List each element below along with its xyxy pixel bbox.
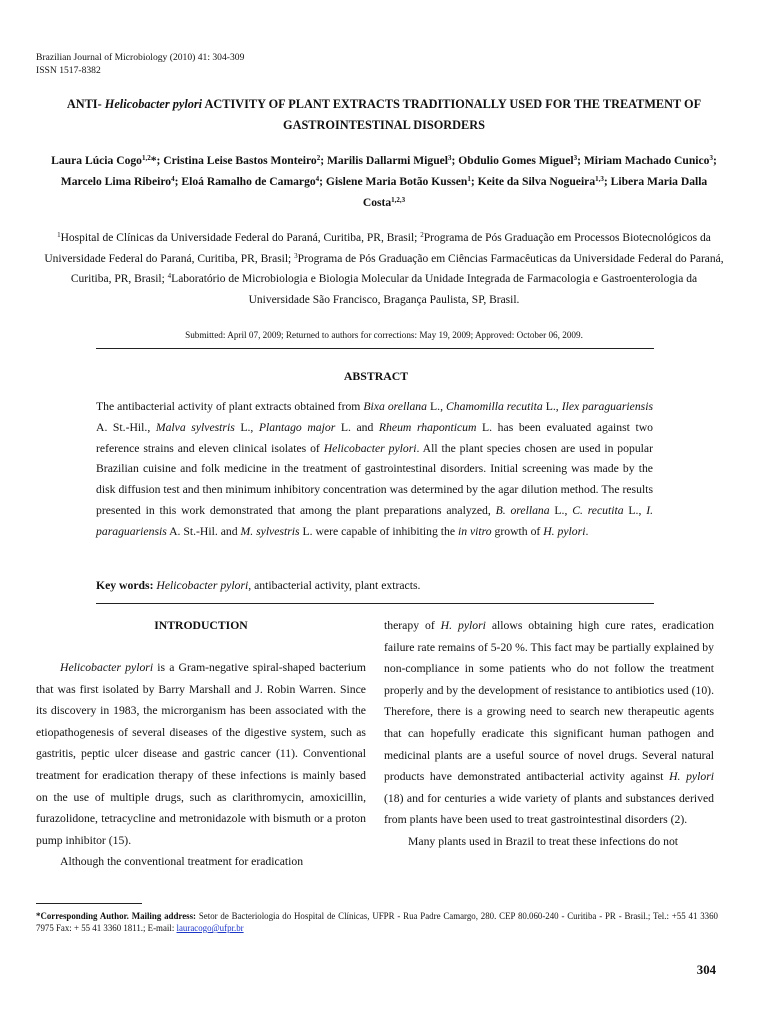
submission-dates: Submitted: April 07, 2009; Returned to authors for corrections: May 19, 2009; Approved: October 06, 2009. — [185, 330, 583, 340]
intro-paragraph-2: Although the conventional treatment for eradication — [60, 855, 304, 869]
intro-left-column — [36, 657, 366, 873]
journal-issn: ISSN 1517-8382 — [36, 65, 101, 76]
footnote-text: *Corresponding Author. Mailing address: Setor de Bacteriologia do Hospital de Clínicas, UFPR - Rua Padre Camargo, 280. CEP 80.060-240 - Curitiba - PR - Brasil.; Tel.: +55 41 3360 7975 Fax: + 55 41 3360 1811.; E-mail: — [36, 911, 718, 933]
divider-top — [96, 348, 654, 349]
abstract-body: The antibacterial activity of plant extracts obtained from Bixa orellana L., Chamomilla recutita L., Ilex paraguariensis A. St.-Hil., Malva sylvestris L., Plantago major L. and Rheum rhaponticum L. has been evaluated against two reference strains and eleven clinical isolates of Helicobacter pylori. All the plant species chosen are used in popular Brazilian cuisine and folk medicine in the treatment of gastrointestinal disorders. Initial screening was made by the disk diffusion test and then minimum inhibitory concentration was determined by the agar dilution method. The results presented in this work demonstrated that among the plant preparations analyzed, B. orellana L., C. recutita L., I. paraguariensis A. St.-Hil. and M. sylvestris L. were capable of inhibiting the in vitro growth of H. pylori. — [96, 400, 654, 538]
divider-bottom — [96, 603, 654, 604]
footnote-rule — [36, 903, 142, 904]
intro-paragraph-1-cont: therapy of H. pylori allows obtaining high cure rates, eradication failure rate remains of 5-20 %. This fact may be partially explained by non-compliance in some patients who do not follow the treatment properly and by the development of resistance to antibiotics used (10). Therefore, there is a growing need to search new therapeutic agents that can hopefully eradicate this significant human pathogen and medicinal plants are a useful source of novel drugs. Several natural products have demonstrated antibacterial activity against H. pylori (18) and for centuries a wide variety of plants and substances derived from plants have been used to treat gastrointestinal disorders (2). — [384, 619, 715, 827]
paper-title: ANTI- Helicobacter pylori ACTIVITY OF PLANT EXTRACTS TRADITIONALLY USED FOR THE TREATMENT OF GASTROINTESTINAL DISORDERS — [66, 97, 702, 132]
author-email-link[interactable]: lauracogo@ufpr.br — [176, 923, 244, 933]
journal-citation: Brazilian Journal of Microbiology (2010) 41: 304-309 — [36, 52, 245, 63]
author-list: Laura Lúcia Cogo$^{1,2}$*; Cristina Leise Bastos Monteiro$^2$; Marilis Dallarmi Miguel$^3$; Obdulio Gomes Miguel$^3$; Miriam Machado Cunico$^3$; Marcelo Lima Ribeiro$^4$; Eloá Ramalho de Camargo$^4$; Gislene Maria Botão Kussen$^1$; Keite da Silva Nogueira$^{1,3}$; Libera Maria Dalla Costa$^{1,2,3}$ — [51, 154, 717, 209]
keywords: Key words: Helicobacter pylori, antibacterial activity, plant extracts. — [96, 579, 421, 592]
page-number: 304 — [696, 963, 716, 977]
abstract-heading: ABSTRACT — [343, 369, 409, 383]
intro-paragraph-3: Many plants used in Brazil to treat these infections do not — [408, 834, 679, 848]
corresponding-author-footnote — [36, 910, 718, 934]
introduction-heading: INTRODUCTION — [154, 619, 248, 632]
journal-header — [36, 51, 244, 77]
intro-paragraph-1: Helicobacter pylori is a Gram-negative spiral-shaped bacterium that was first isolated by Barry Marshall and J. Robin Warren. Since its discovery in 1983, the microrganism has been associated with the etiopathogenesis of several diseases of the digestive system, such as gastritis, peptic ulcer disease and gastric cancer (11). Conventional treatment for eradication therapy of these infections is mainly based on the use of multiple drugs, such as clarithromycin, amoxicillin, furazolidone, tetracycline and metronidazole with bismuth or a proton pump inhibitor (15). — [36, 661, 366, 847]
intro-right-column — [384, 615, 714, 853]
affiliations: $^1$Hospital de Clínicas da Universidade Federal do Paraná, Curitiba, PR, Brasil; $^2$Programa de Pós Graduação em Processos Biotecnológicos da Universidade Federal do Paraná, Curitiba, PR, Brasil; $^3$Programa de Pós Graduação em Ciências Farmacêuticas da Universidade Federal do Paraná, Curitiba, PR, Brasil; $^4$Laboratório de Microbiologia e Biologia Molecular da Unidade Integrada de Farmacologia e Gastroenterologia da Universidade São Francisco, Bragança Paulista, SP, Brasil. — [44, 231, 724, 306]
